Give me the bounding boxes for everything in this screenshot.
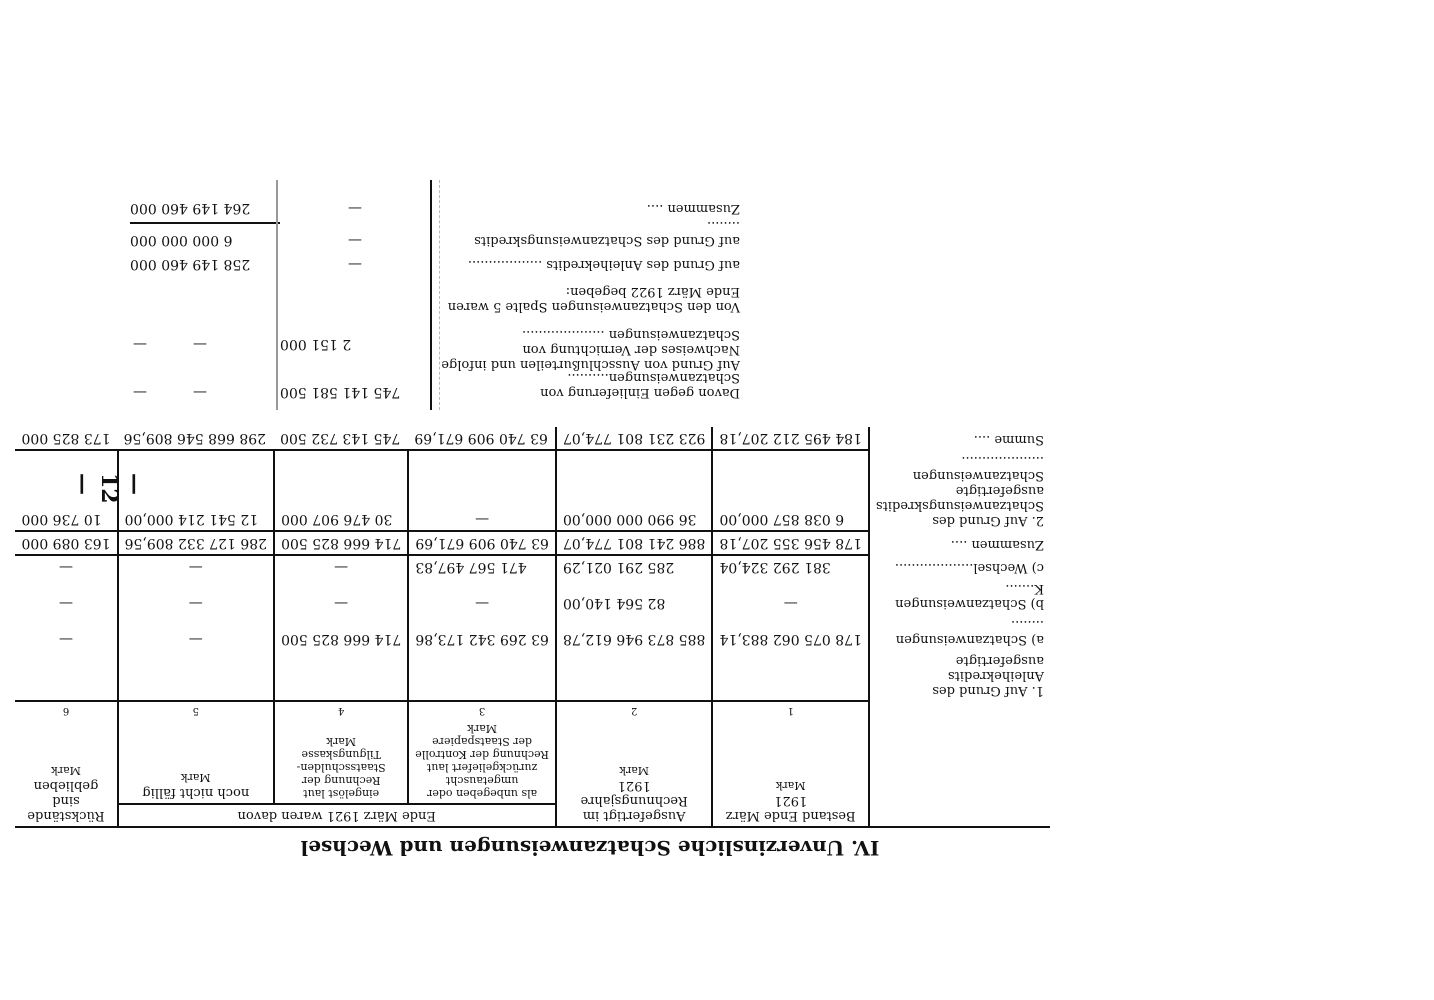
cell: —: [348, 200, 362, 216]
cell: 714 666 825 500: [274, 531, 408, 555]
document-page: [21, 120, 1050, 860]
section1-heading: 1. Auf Grund des Anleihekredits ausgefertigte: [932, 653, 1044, 698]
page-number: — 12 —: [70, 473, 148, 504]
cell: 2 151 000: [280, 336, 352, 352]
colnum-spacer: [869, 701, 1050, 719]
colnum-3: 3: [408, 701, 556, 719]
cell: 714 666 825 500: [274, 614, 408, 650]
cell: 264 149 460 000: [130, 200, 251, 216]
row-label: 2. Auf Grund des Schatzanweisungskredits ausgefertigte Schatzanweisungen ....................: [875, 453, 1044, 528]
cell: 184 495 212 207,18: [712, 427, 869, 450]
cell: —: [15, 614, 117, 650]
row-label: auf Grund des Anleihekredits ..................: [467, 257, 740, 272]
cell: 923 231 801 774,07: [556, 427, 713, 450]
table-row: [15, 614, 1050, 650]
cell: 63 740 909 671,69: [408, 531, 556, 555]
cell: —: [133, 336, 147, 352]
row-label: Von den Schatzanweisungen Spalte 5 waren Ende März 1922 begeben:: [447, 284, 740, 314]
cell: —: [118, 555, 275, 578]
cell: 745 143 732 500: [280, 430, 401, 446]
table-row: [15, 555, 1050, 578]
header-group: Ende März 1921 waren davon: [118, 804, 556, 827]
header-col5: noch nicht fällig Mark: [118, 719, 275, 804]
colnum-2: 2: [556, 701, 713, 719]
cell: 886 241 801 774,07: [556, 531, 713, 555]
cell: 12 541 214 000,00: [118, 450, 275, 531]
header-col3: als unbegeben oder umgetauscht zurückgeliefert laut Rechnung der Kontrolle der Staatspapiere Mark: [408, 719, 556, 804]
row-label: Auf Grund von Ausschlußurteilen und infolge Nachweises der Vernichtung von Schatzanweisungen ....................: [441, 327, 740, 372]
cell: —: [348, 256, 362, 272]
sidebar: [1396, 8, 1430, 428]
cell: 178 075 062 883,14: [712, 614, 869, 650]
table-row: [15, 578, 1050, 614]
colnum-6: 6: [15, 701, 117, 719]
cell: 258 149 460 000: [130, 256, 251, 272]
row-label: Zusammen ....: [646, 201, 740, 216]
cell: 285 291 021,29: [556, 555, 713, 578]
cell: 381 292 324,04: [712, 555, 869, 578]
lower-section: [130, 200, 1050, 400]
cell: 885 873 946 612,78: [556, 614, 713, 650]
summe-row: [15, 427, 1050, 450]
cell: 30 476 907 000: [274, 450, 408, 531]
cell: —: [274, 555, 408, 578]
cell: 63 740 909 671,69: [408, 427, 556, 450]
header-col1: Bestand Ende März 1921 Mark: [712, 719, 869, 827]
row-label: c) Wechsel...................: [894, 560, 1044, 575]
cell: —: [408, 450, 556, 531]
header-col2: Ausgefertigt im Rechnungsjahre 1921 Mark: [556, 719, 713, 827]
cell: 173 825 000: [21, 430, 111, 446]
cell: —: [193, 336, 207, 352]
header-col6: Rückstände sind geblieben Mark: [15, 719, 117, 827]
row-label: Zusammen ....: [950, 537, 1044, 552]
cell: 178 456 355 207,18: [712, 531, 869, 555]
colnum-4: 4: [274, 701, 408, 719]
cell: —: [15, 578, 117, 614]
page-title: IV. Unverzinsliche Schatzanweisungen und Wechsel: [300, 836, 880, 860]
cell: 298 668 546 809,56: [123, 430, 267, 446]
colnum-1: 1: [712, 701, 869, 719]
cell: —: [348, 232, 362, 248]
row-label: auf Grund des Schatzanweisungskredits ........: [474, 218, 740, 248]
cell: 6 038 857 000,00: [712, 450, 869, 531]
cell: 745 141 581 500: [280, 384, 401, 400]
cell: —: [133, 384, 147, 400]
cell: —: [712, 578, 869, 614]
header-spacer: [869, 719, 1050, 827]
row-label: a) Schatzanweisungen ........: [895, 617, 1044, 647]
cell: —: [118, 578, 275, 614]
cell: 163 089 000: [15, 531, 117, 555]
cell: —: [274, 578, 408, 614]
row-label: b) Schatzanweisungen K.......: [895, 581, 1044, 611]
cell: —: [193, 384, 207, 400]
header-col4: eingelöst laut Rechnung der Staatsschulden-Tilgungskasse Mark: [274, 719, 408, 804]
cell: —: [15, 555, 117, 578]
section2-row: [15, 450, 1050, 531]
row-label: Summe ....: [973, 432, 1044, 447]
row-label: Davon gegen Einlieferung von Schatzanweisungen..........: [540, 370, 740, 400]
cell: 36 990 000 000,00: [556, 450, 713, 531]
cell: 286 127 332 809,56: [118, 531, 275, 555]
cell: —: [118, 614, 275, 650]
cell: —: [408, 578, 556, 614]
cell: 471 567 497,83: [408, 555, 556, 578]
cell: 63 269 342 173,86: [408, 614, 556, 650]
subtotal-row: [15, 531, 1050, 555]
colnum-5: 5: [118, 701, 275, 719]
cell: 10 736 000: [15, 450, 117, 531]
ledger-table: [15, 427, 1050, 828]
cell: 6 000 000 000: [130, 232, 233, 248]
cell: 82 564 140,00: [556, 578, 713, 614]
